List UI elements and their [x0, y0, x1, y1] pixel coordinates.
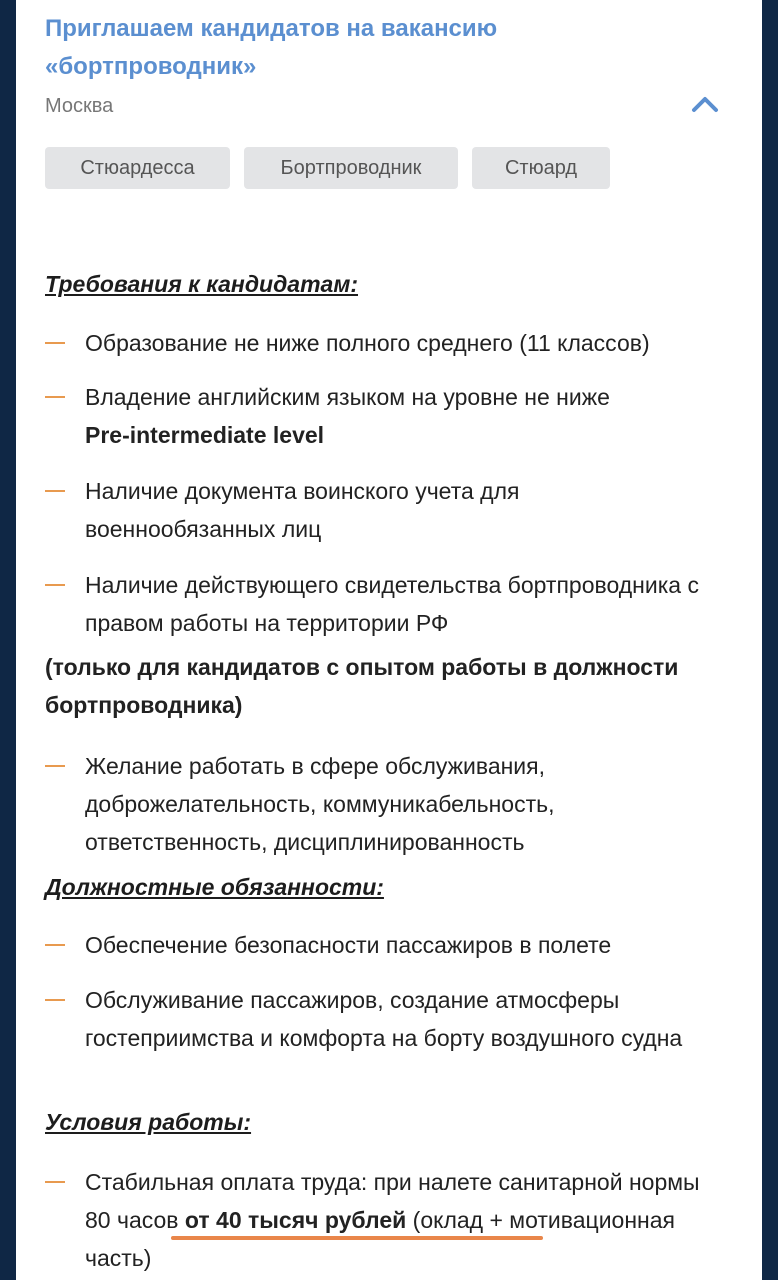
dash-marker	[45, 584, 65, 586]
salary-suffix: (оклад + мотивационная часть)	[85, 1207, 675, 1271]
requirement-certificate: Наличие действующего свидетельства бортпроводника с правом работы на территории РФ	[85, 572, 699, 636]
dash-marker	[45, 490, 65, 492]
dash-marker	[45, 1181, 65, 1183]
conditions-heading: Условия работы:	[45, 1109, 252, 1135]
condition-salary	[85, 1163, 715, 1277]
certificate-note: (только для кандидатов с опытом работы в должности бортпроводника)	[45, 654, 679, 718]
salary-prefix: Стабильная оплата труда: при налете санитарной нормы 80 часов	[85, 1169, 700, 1233]
dash-marker	[45, 396, 65, 398]
tag-steward[interactable]: Стюард	[472, 147, 610, 189]
requirement-education: Образование не ниже полного среднего (11 классов)	[85, 330, 650, 356]
dash-marker	[45, 342, 65, 344]
requirements-heading: Требования к кандидатам:	[45, 271, 359, 297]
duty-hospitality: Обслуживание пассажиров, создание атмосферы гостеприимства и комфорта на борту воздушного судна	[85, 987, 683, 1051]
dash-marker	[45, 999, 65, 1001]
vacancy-card	[16, 0, 762, 1280]
dash-marker	[45, 765, 65, 767]
salary-amount: от 40 тысяч рублей	[184, 1207, 407, 1233]
english-level: Pre-intermediate level	[85, 422, 325, 448]
requirement-military: Наличие документа воинского учета для военнообязанных лиц	[85, 478, 520, 542]
vacancy-city: Москва	[45, 95, 114, 117]
dash-marker	[45, 944, 65, 946]
english-prefix: Владение английским языком на уровне не ниже	[85, 384, 610, 410]
tag-stewardess[interactable]: Стюардесса	[45, 147, 230, 189]
duty-safety: Обеспечение безопасности пассажиров в полете	[85, 932, 612, 958]
vacancy-title[interactable]: Приглашаем кандидатов на вакансию «бортпроводник»	[45, 15, 498, 80]
chevron-up-icon[interactable]	[691, 94, 719, 114]
tag-flight-attendant[interactable]: Бортпроводник	[244, 147, 458, 189]
highlight-underline	[171, 1236, 543, 1240]
duties-heading: Должностные обязанности:	[45, 874, 384, 900]
requirement-service: Желание работать в сфере обслуживания, доброжелательность, коммуникабельность, ответственность, дисциплинированность	[85, 753, 555, 855]
requirement-english	[85, 378, 753, 454]
